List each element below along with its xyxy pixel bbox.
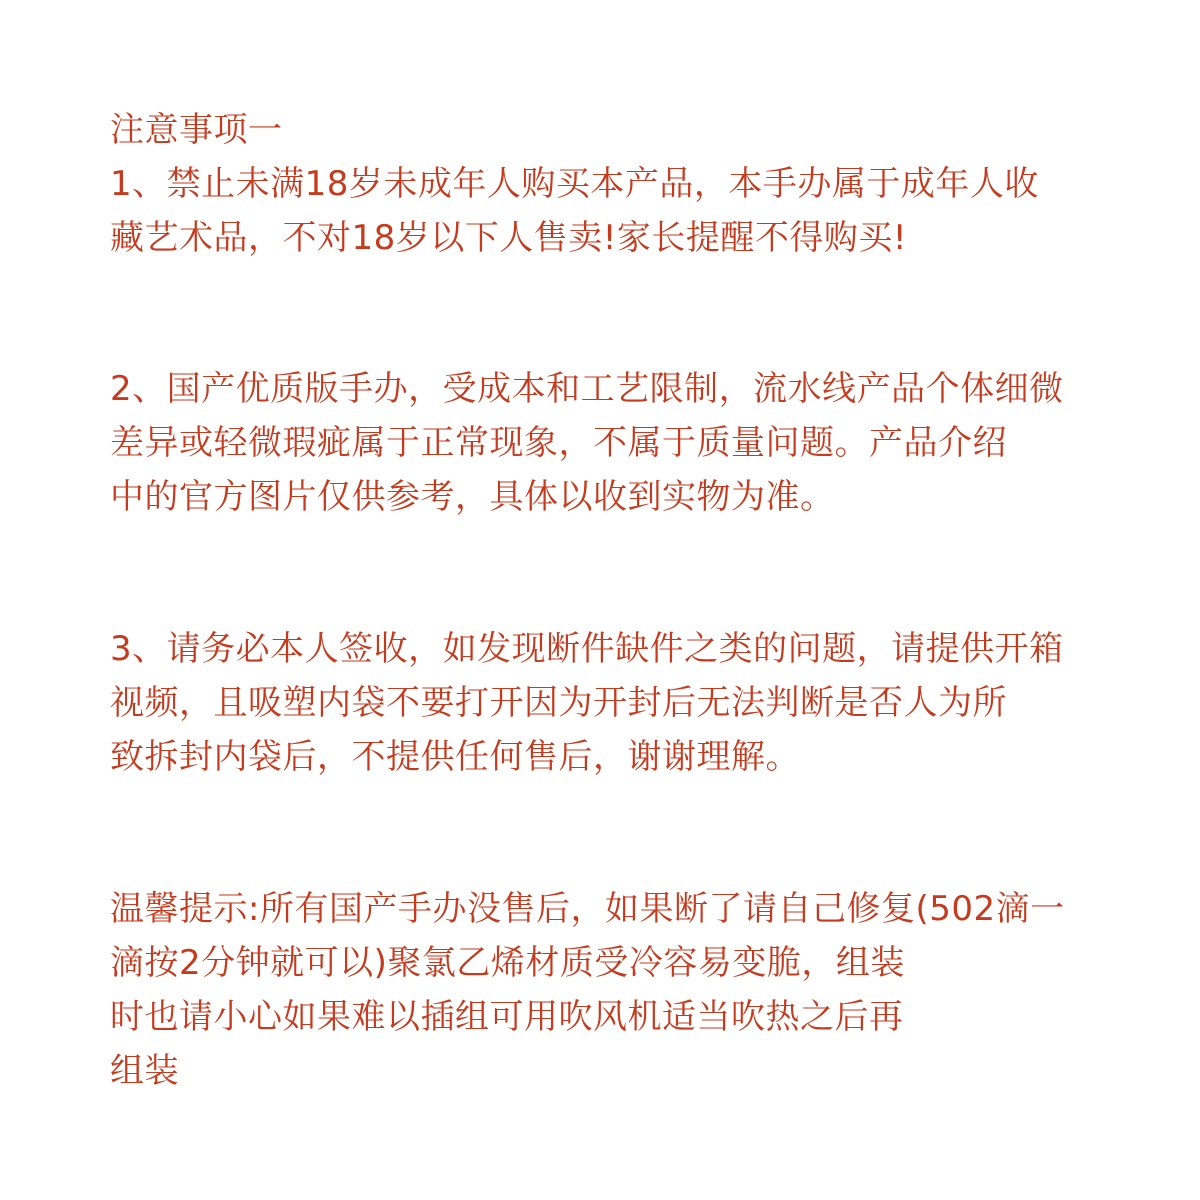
item-1-line-2: 藏艺术品，不对18岁以下人售卖!家长提醒不得购买! xyxy=(110,218,908,258)
tip-line-3: 时也请小心如果难以插组可用吹风机适当吹热之后再 xyxy=(110,997,904,1037)
tip-line-1: 温馨提示:所有国产手办没售后，如果断了请自己修复(502滴一 xyxy=(110,889,1065,929)
notice-title: 注意事项一 xyxy=(110,110,283,150)
item-3-line-1: 3、请务必本人签收，如发现断件缺件之类的问题，请提供开箱 xyxy=(110,629,1064,669)
item-2-line-1: 2、国产优质版手办，受成本和工艺限制，流水线产品个体细微 xyxy=(110,369,1064,409)
item-3-line-2: 视频，且吸塑内袋不要打开因为开封后无法判断是否人为所 xyxy=(110,683,1007,723)
tip-line-4: 组装 xyxy=(110,1051,179,1091)
tip-line-2: 滴按2分钟就可以)聚氯乙烯材质受冷容易变脆，组装 xyxy=(110,943,905,983)
item-2-line-3: 中的官方图片仅供参考，具体以收到实物为准。 xyxy=(110,477,835,517)
item-2-line-2: 差异或轻微瑕疵属于正常现象，不属于质量问题。产品介绍 xyxy=(110,423,1007,463)
item-3-line-3: 致拆封内袋后，不提供任何售后，谢谢理解。 xyxy=(110,737,800,777)
item-1-line-1: 1、禁止未满18岁未成年人购买本产品，本手办属于成年人收 xyxy=(110,164,1039,204)
